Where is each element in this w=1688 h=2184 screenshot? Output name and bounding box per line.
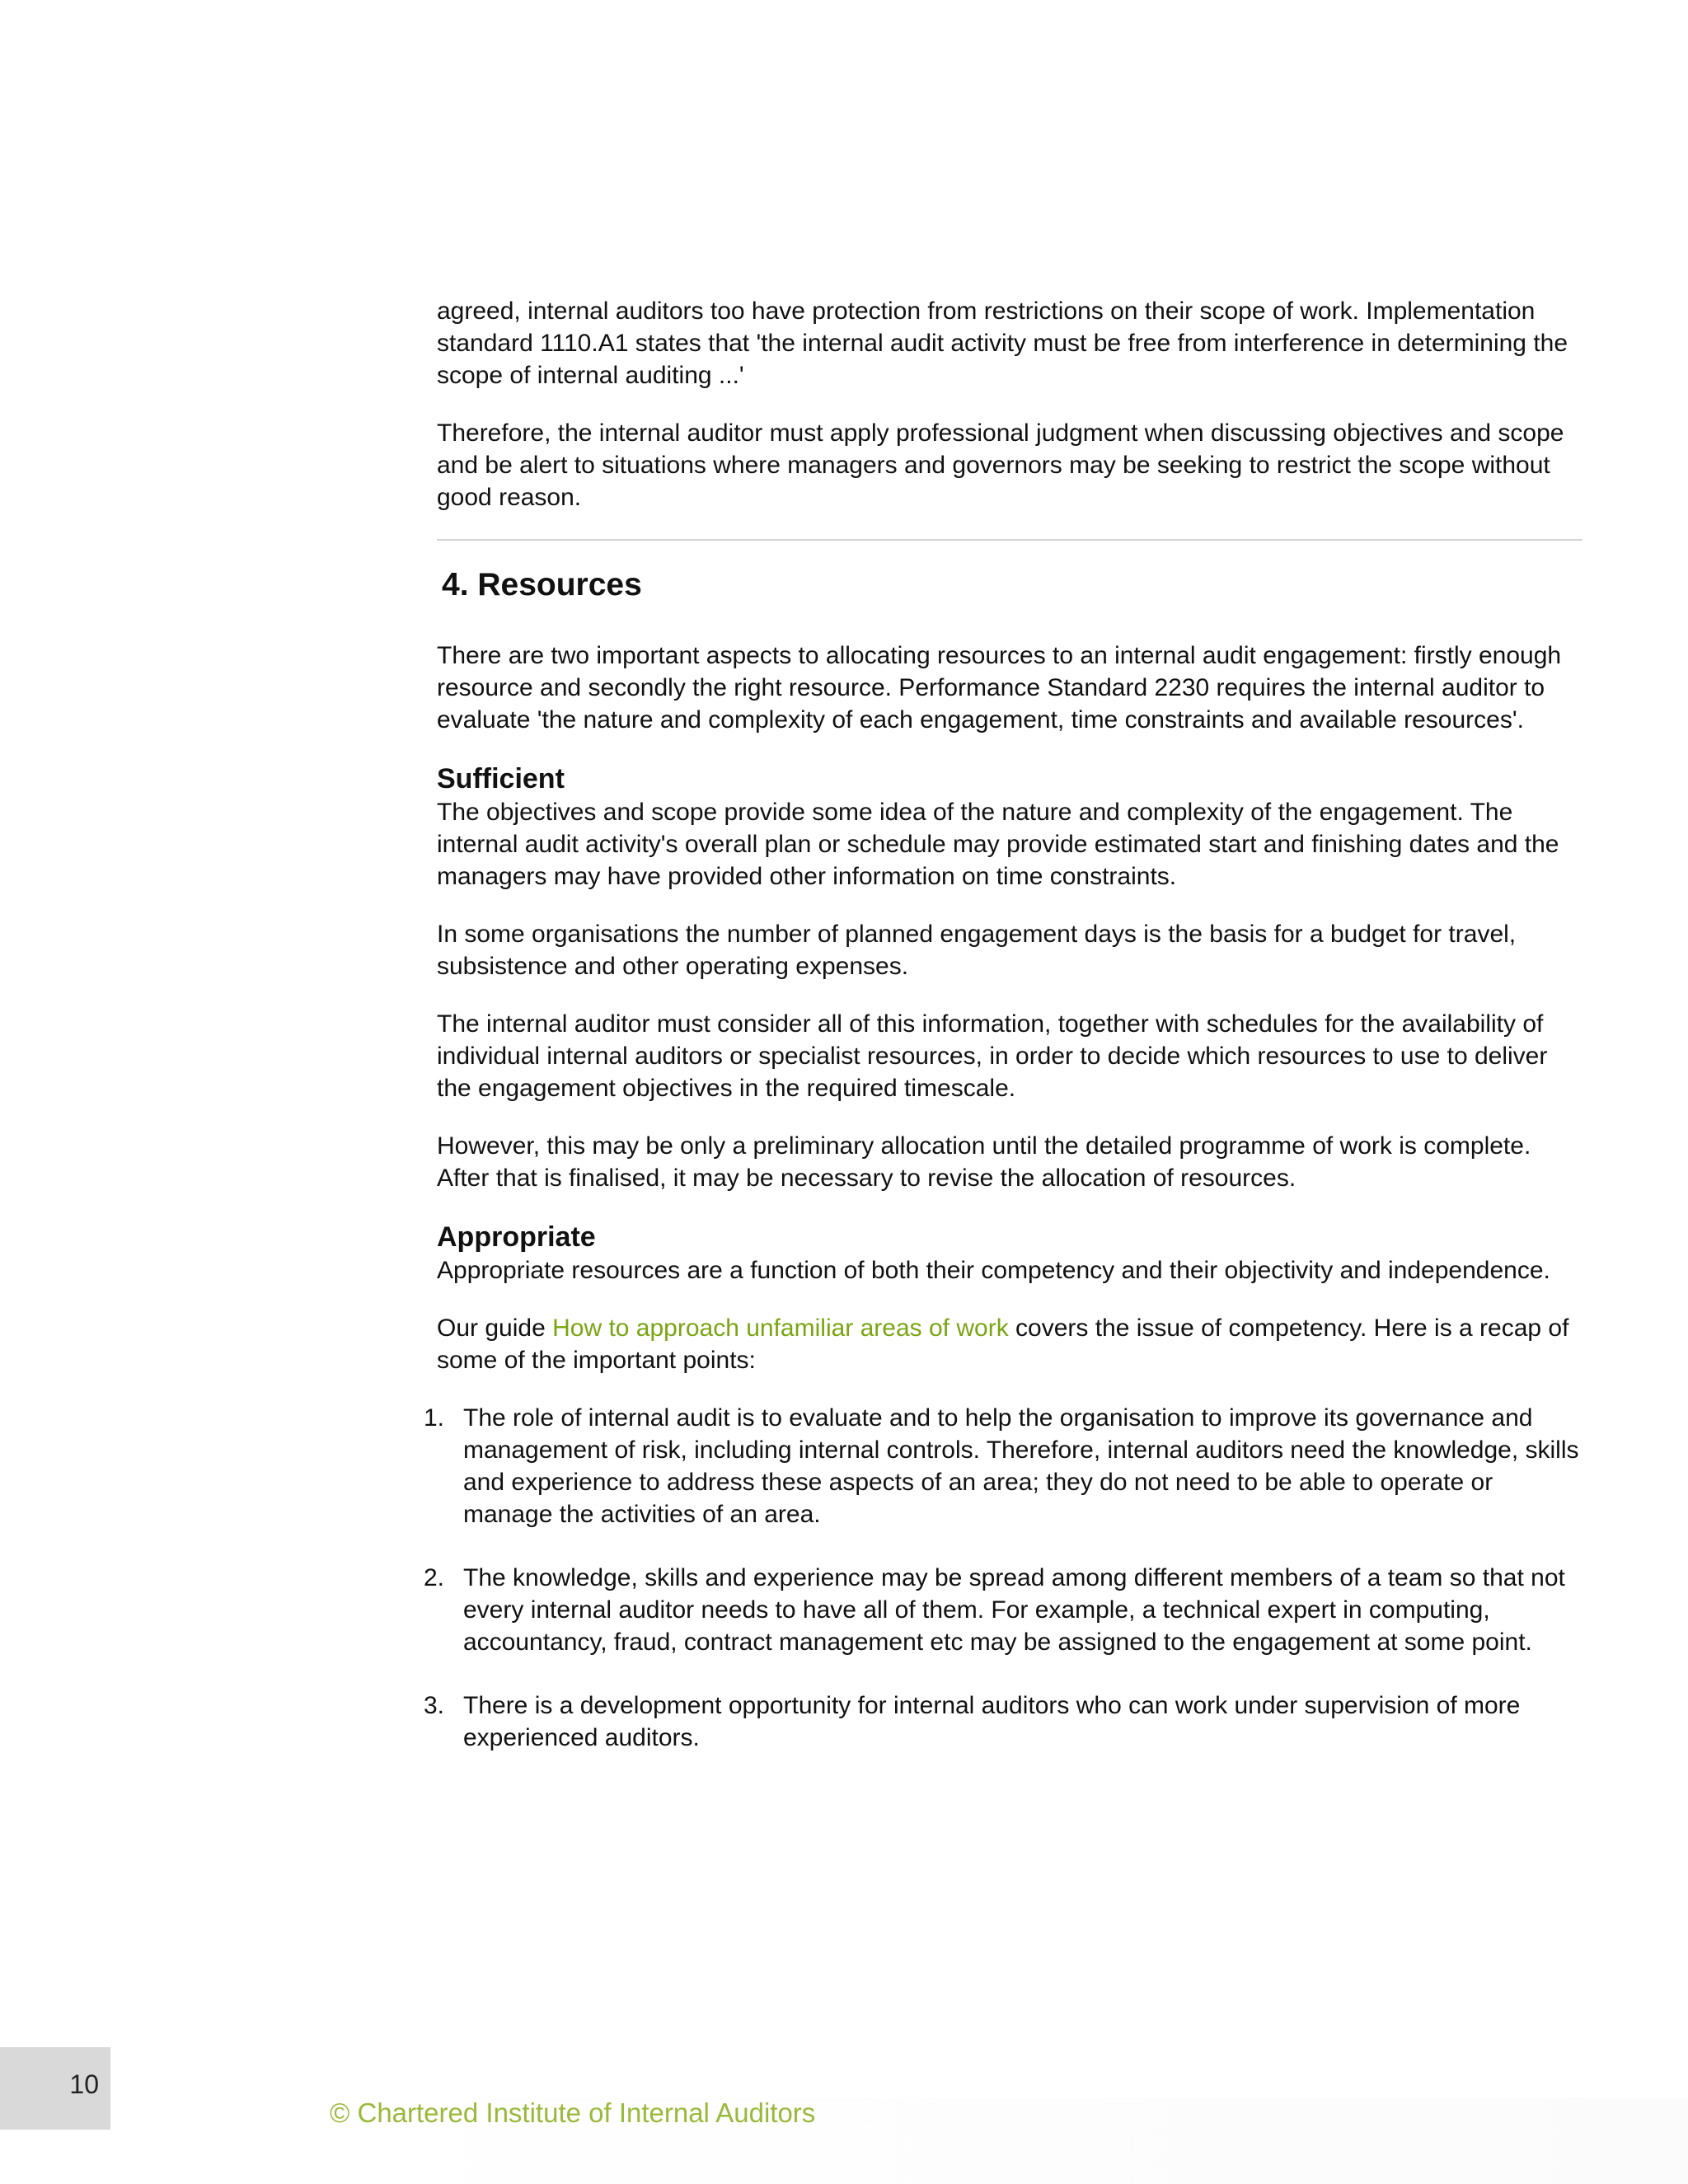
list-number: 3. <box>424 1692 445 1719</box>
page-content <box>424 295 1582 1785</box>
paragraph: In some organisations the number of planned engagement days is the basis for a budget for travel, subsistence and other operating expenses. <box>437 921 1517 980</box>
page-number: 10 <box>69 2069 99 2099</box>
guide-paragraph <box>437 1312 1582 1376</box>
paragraph: Therefore, the internal auditor must apply professional judgment when discussing objectives and scope and be alert to situations where managers and governors may be seeking to restrict the scope without good reason. <box>437 419 1564 511</box>
list-item <box>424 1690 1582 1754</box>
recap-list <box>424 1402 1582 1754</box>
paragraph: agreed, internal auditors too have protection from restrictions on their scope of work. Implementation standard 1110.A1 states that 'the internal audit activity must be free from interference in determining the scope of internal auditing ...' <box>437 298 1568 389</box>
list-number: 1. <box>424 1404 445 1432</box>
section-title: 4. Resources <box>442 567 642 602</box>
section-divider <box>437 539 1582 541</box>
paragraph: Appropriate resources are a function of both their competency and their objectivity and independence. <box>437 1257 1550 1284</box>
list-item <box>424 1402 1582 1530</box>
list-number: 2. <box>424 1564 445 1591</box>
guide-suffix: covers the issue of competency. Here is a recap of some of the important points: <box>437 1315 1569 1374</box>
subheading-appropriate: Appropriate <box>437 1221 596 1253</box>
page-number-box <box>0 2047 110 2130</box>
list-item <box>424 1562 1582 1658</box>
list-text: There is a development opportunity for internal auditors who can work under supervision of more experienced auditors. <box>463 1692 1521 1751</box>
subheading-sufficient: Sufficient <box>437 763 565 794</box>
list-text: The role of internal audit is to evaluate and to help the organisation to improve its governance and management of risk, including internal controls. Therefore, internal auditors need the knowledge, skills and experience to address these aspects of an area; they do not need to be able to operate or manage the activities of an area. <box>463 1404 1579 1528</box>
paragraph: The internal auditor must consider all of this information, together with schedules for the availability of individual internal auditors or specialist resources, in order to decide which resources to use to deliver the engagement objectives in the required timescale. <box>437 1010 1548 1102</box>
guide-link[interactable]: How to approach unfamiliar areas of work <box>552 1315 1009 1342</box>
copyright-notice: © Chartered Institute of Internal Auditors <box>330 2097 816 2128</box>
guide-prefix: Our guide <box>437 1315 553 1342</box>
paragraph: The objectives and scope provide some idea of the nature and complexity of the engagement. The internal audit activity's overall plan or schedule may provide estimated start and finishing dates and the managers may have provided other information on time constraints. <box>437 799 1559 890</box>
section-intro: There are two important aspects to allocating resources to an internal audit engagement: firstly enough resource and secondly the right resource. Performance Standard 2230 requires the internal auditor to evaluate 'the nature and complexity of each engagement, time constraints and available resources'. <box>437 642 1562 733</box>
list-text: The knowledge, skills and experience may be spread among different members of a team so that not every internal auditor needs to have all of them. For example, a technical expert in computing, accountancy, fraud, contract management etc may be assigned to the engagement at some point. <box>463 1564 1565 1656</box>
paragraph: However, this may be only a preliminary allocation until the detailed programme of work is complete. After that is finalised, it may be necessary to revise the allocation of resources. <box>437 1132 1531 1192</box>
